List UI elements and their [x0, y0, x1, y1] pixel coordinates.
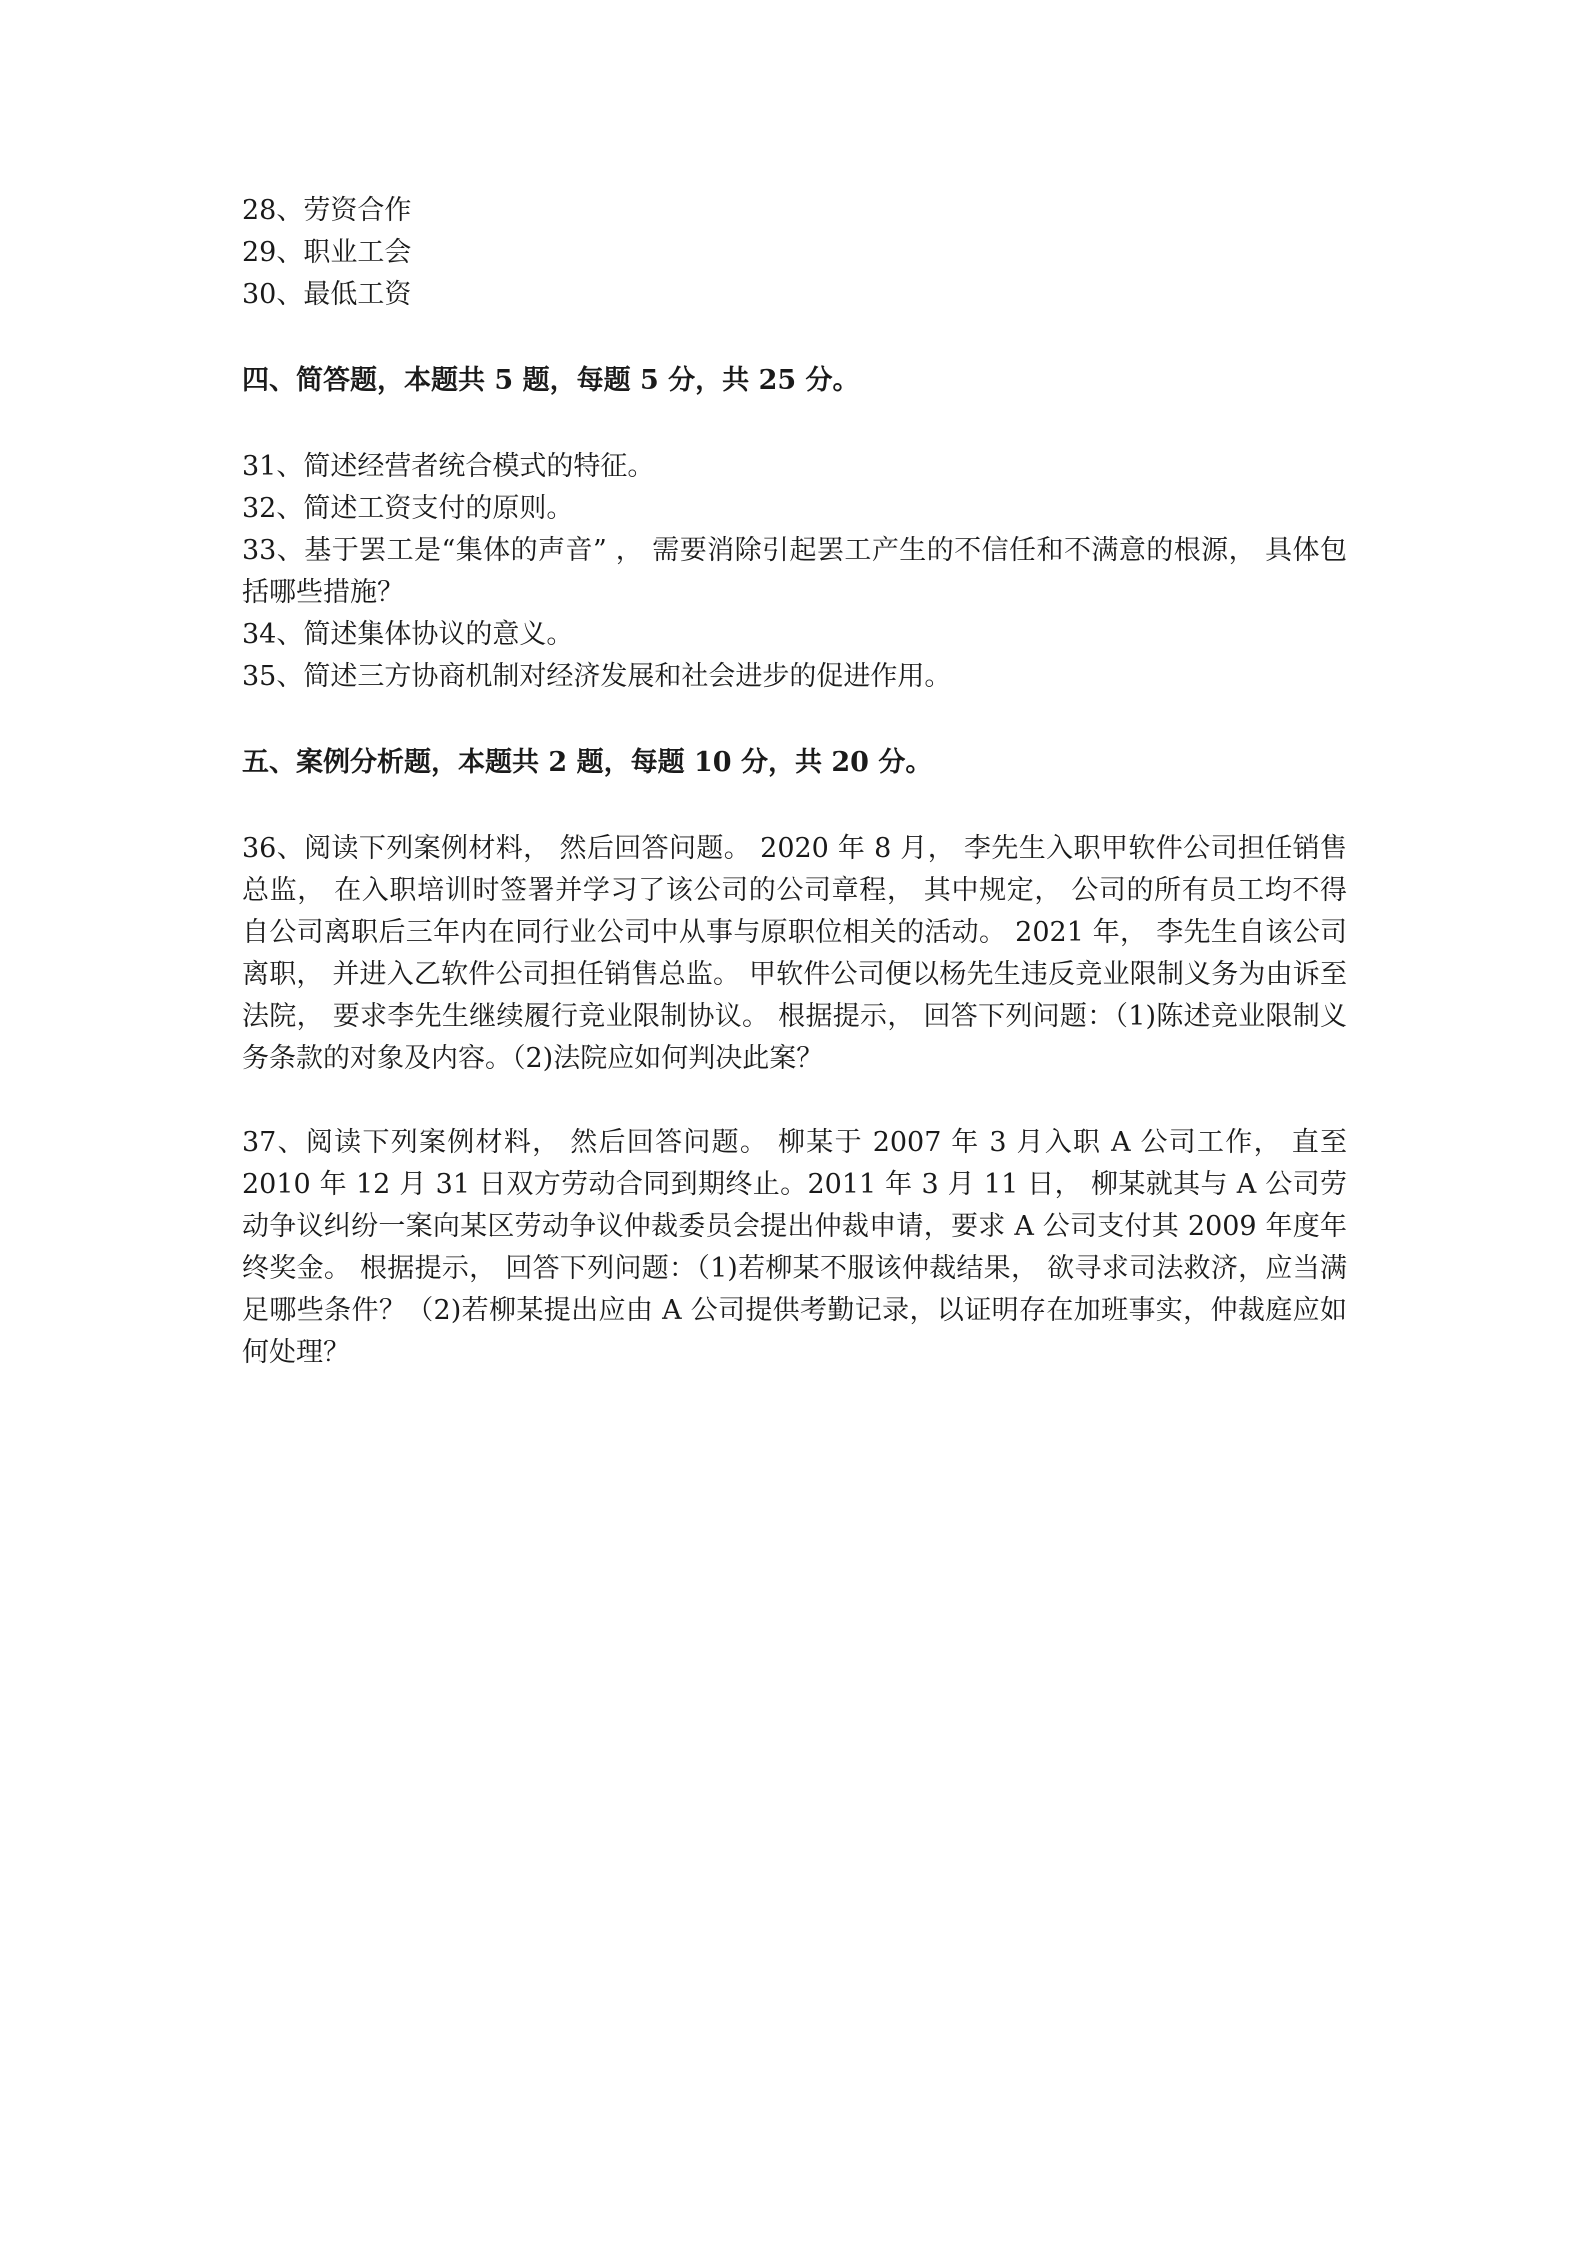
- question-35: 35、简述三方协商机制对经济发展和社会进步的促进作用。: [242, 661, 952, 692]
- case-question-37: 37、阅读下列案例材料， 然后回答问题。 柳某于 2007 年 3 月入职 A 公司工作， 直至 2010 年 12 月 31 日双方劳动合同到期终止。2011 年 3 月 11 日， 柳某就其与 A 公司劳动争议纠纷一案向某区劳动争议仲裁委员会提出仲裁申请，要求 A 公司支付其 2009 年度年终奖金。 根据提示， 回答下列问题：（1)若柳某不服该仲裁结果， 欲寻求司法救济，应当满足哪些条件？（2)若柳某提出应由 A 公司提供考勤记录，以证明存在加班事实，仲裁庭应如何处理？: [242, 1127, 1347, 1368]
- spacer: [242, 784, 1347, 828]
- question-34: 34、简述集体协议的意义。: [242, 619, 574, 650]
- question-31: 31、简述经营者统合模式的特征。: [242, 451, 655, 482]
- section-5-heading: 五、案例分析题，本题共 2 题，每题 10 分，共 20 分。: [242, 747, 933, 778]
- case-question-36: 36、阅读下列案例材料， 然后回答问题。 2020 年 8 月， 李先生入职甲软件公司担任销售总监， 在入职培训时签署并学习了该公司的公司章程， 其中规定， 公司的所有员工均不得自公司离职后三年内在同行业公司中从事与原职位相关的活动。 2021 年， 李先生自该公司离职， 并进入乙软件公司担任销售总监。 甲软件公司便以杨先生违反竞业限制义务为由诉至法院， 要求李先生继续履行竞业限制协议。 根据提示， 回答下列问题：（1)陈述竞业限制义务条款的对象及内容。（2)法院应如何判决此案？: [242, 833, 1347, 1074]
- spacer: [242, 316, 1347, 360]
- section-4-heading: 四、简答题，本题共 5 题，每题 5 分，共 25 分。: [242, 365, 860, 396]
- list-item-29: 29、职业工会: [242, 237, 412, 268]
- spacer: [242, 1080, 1347, 1122]
- list-item-30: 30、最低工资: [242, 279, 412, 310]
- question-33: 33、基于罢工是“集体的声音” ， 需要消除引起罢工产生的不信任和不满意的根源， 具体包括哪些措施？: [242, 535, 1347, 608]
- spacer: [242, 402, 1347, 446]
- question-32: 32、简述工资支付的原则。: [242, 493, 574, 524]
- spacer: [242, 698, 1347, 742]
- list-item-28: 28、劳资合作: [242, 195, 412, 226]
- page-content: [242, 190, 1347, 1374]
